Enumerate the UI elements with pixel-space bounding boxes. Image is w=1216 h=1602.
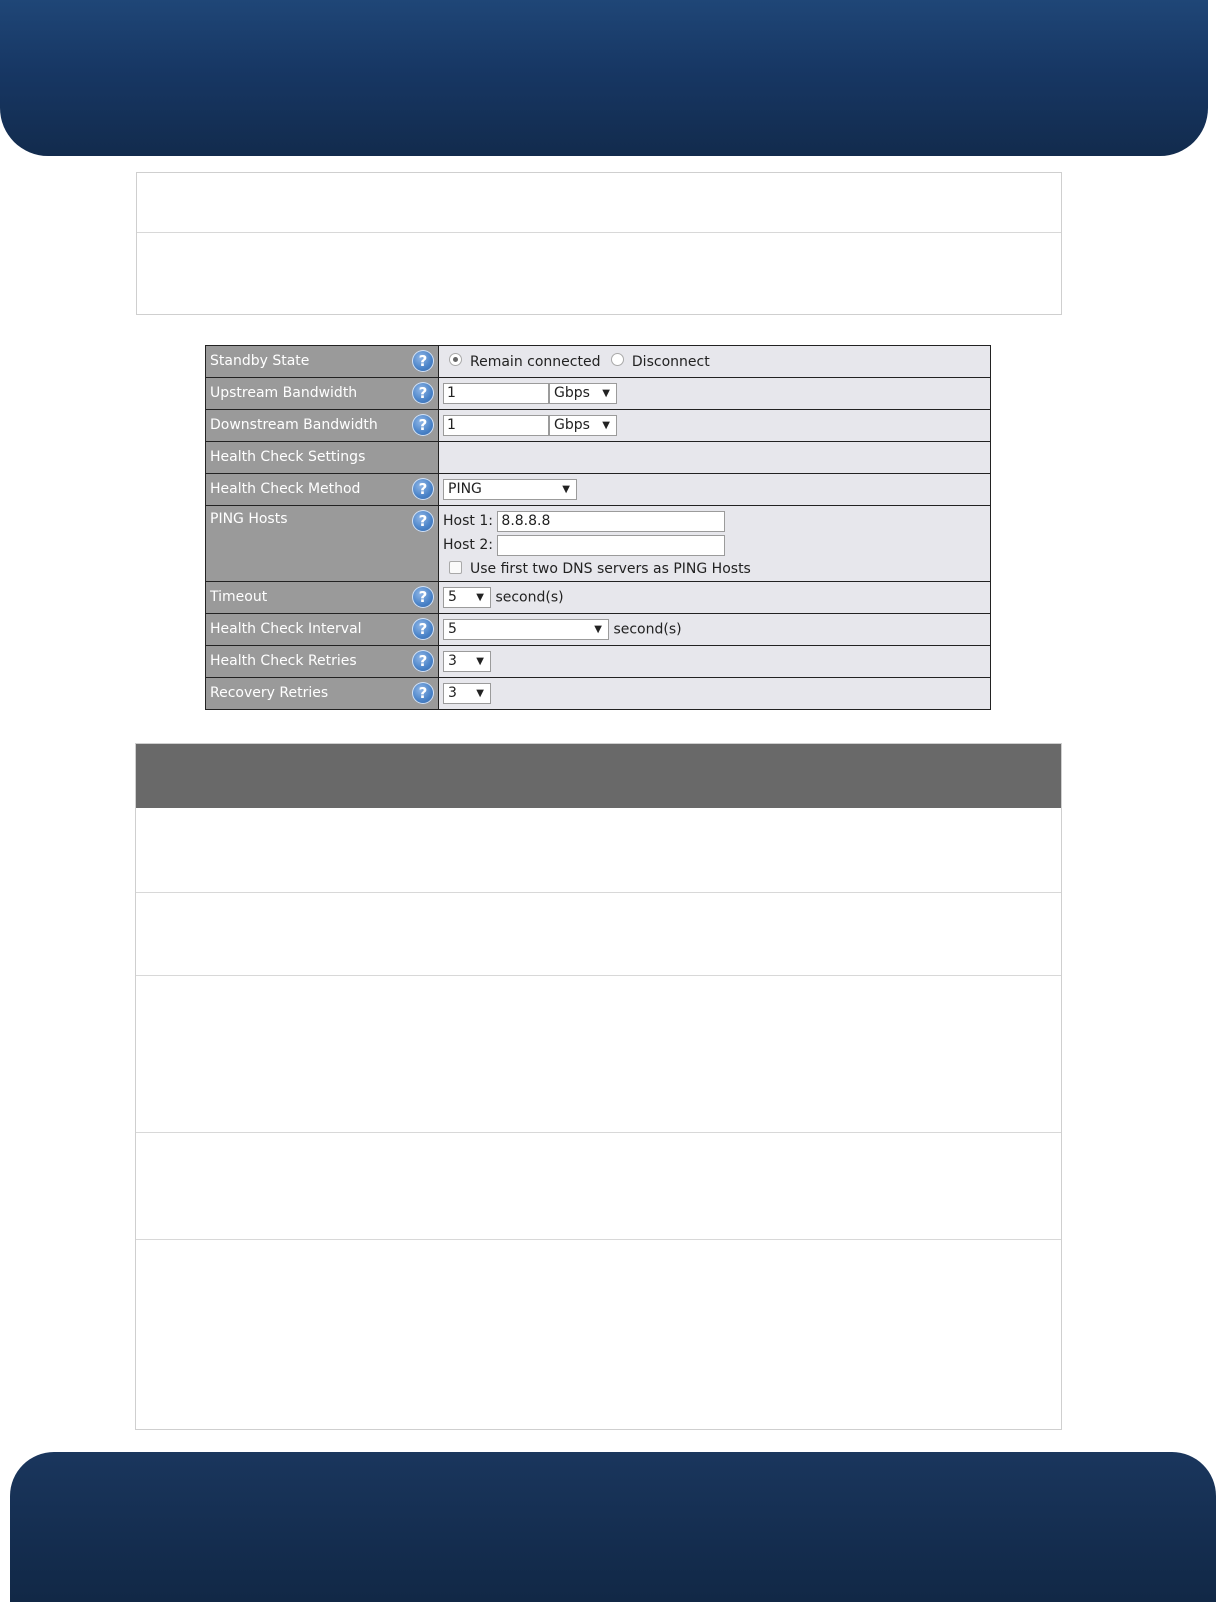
health-check-method-select[interactable] bbox=[443, 479, 577, 500]
ping-hosts-label-cell bbox=[206, 506, 439, 582]
dropdown-arrow-icon: ▼ bbox=[562, 484, 570, 495]
recovery-retries-label: Recovery Retries bbox=[210, 684, 329, 701]
health-check-interval-value: 5 bbox=[448, 621, 457, 637]
top-info-divider bbox=[137, 232, 1061, 233]
ping-hosts-value-cell bbox=[439, 506, 991, 582]
recovery-retries-label-cell bbox=[206, 678, 439, 710]
row-ping-hosts bbox=[206, 506, 991, 582]
help-icon[interactable]: ? bbox=[412, 382, 434, 404]
description-table bbox=[135, 743, 1062, 1430]
health-check-retries-value-cell bbox=[439, 646, 991, 678]
health-check-interval-label-cell bbox=[206, 614, 439, 646]
description-row-divider bbox=[136, 1132, 1061, 1133]
health-check-retries-value: 3 bbox=[448, 653, 457, 669]
timeout-unit: second(s) bbox=[495, 589, 564, 606]
dropdown-arrow-icon: ▼ bbox=[476, 656, 484, 667]
ping-hosts-label: PING Hosts bbox=[210, 511, 288, 527]
timeout-label: Timeout bbox=[210, 588, 268, 605]
row-upstream-bandwidth bbox=[206, 378, 991, 410]
upstream-bandwidth-input[interactable]: 1 bbox=[443, 383, 549, 404]
timeout-value-cell bbox=[439, 582, 991, 614]
downstream-bandwidth-label: Downstream Bandwidth bbox=[210, 416, 378, 433]
health-check-method-value: PING bbox=[448, 481, 482, 497]
description-table-header bbox=[136, 744, 1061, 808]
upstream-bandwidth-label: Upstream Bandwidth bbox=[210, 384, 358, 401]
health-check-interval-unit: second(s) bbox=[613, 621, 682, 638]
row-recovery-retries bbox=[206, 678, 991, 710]
help-icon[interactable]: ? bbox=[412, 682, 434, 704]
dns-servers-label: Use first two DNS servers as PING Hosts bbox=[470, 561, 751, 577]
health-check-interval-label: Health Check Interval bbox=[210, 620, 362, 637]
downstream-bandwidth-input[interactable]: 1 bbox=[443, 415, 549, 436]
help-icon[interactable]: ? bbox=[412, 478, 434, 500]
host2-row bbox=[443, 533, 990, 557]
row-downstream-bandwidth bbox=[206, 410, 991, 442]
help-icon[interactable]: ? bbox=[412, 618, 434, 640]
downstream-bandwidth-value-cell bbox=[439, 410, 991, 442]
row-health-check-settings bbox=[206, 442, 991, 474]
health-check-retries-label: Health Check Retries bbox=[210, 652, 357, 669]
disconnect-label: Disconnect bbox=[631, 353, 710, 370]
standby-state-value-cell bbox=[439, 346, 991, 378]
upstream-unit-value: Gbps bbox=[554, 385, 590, 401]
dropdown-arrow-icon: ▼ bbox=[602, 388, 610, 399]
description-row-divider bbox=[136, 975, 1061, 976]
standby-state-label: Standby State bbox=[210, 352, 310, 369]
dns-checkbox-row bbox=[443, 557, 990, 581]
host2-input[interactable] bbox=[497, 535, 725, 556]
remain-connected-radio[interactable] bbox=[449, 353, 462, 366]
dropdown-arrow-icon: ▼ bbox=[476, 592, 484, 603]
page-footer-band bbox=[10, 1452, 1216, 1602]
health-check-interval-select[interactable] bbox=[443, 619, 609, 640]
downstream-bandwidth-label-cell bbox=[206, 410, 439, 442]
health-check-settings-label-cell bbox=[206, 442, 439, 474]
row-timeout bbox=[206, 582, 991, 614]
row-health-check-retries bbox=[206, 646, 991, 678]
health-check-settings-value-cell bbox=[439, 442, 991, 474]
dropdown-arrow-icon: ▼ bbox=[602, 420, 610, 431]
downstream-unit-select[interactable] bbox=[549, 415, 617, 436]
health-check-interval-value-cell bbox=[439, 614, 991, 646]
timeout-select[interactable] bbox=[443, 587, 491, 608]
health-check-method-label: Health Check Method bbox=[210, 480, 361, 497]
health-check-method-value-cell bbox=[439, 474, 991, 506]
timeout-value: 5 bbox=[448, 589, 457, 605]
timeout-label-cell bbox=[206, 582, 439, 614]
description-row-divider bbox=[136, 892, 1061, 893]
downstream-unit-value: Gbps bbox=[554, 417, 590, 433]
health-check-retries-select[interactable] bbox=[443, 651, 491, 672]
description-row-divider bbox=[136, 1239, 1061, 1240]
top-info-box bbox=[136, 172, 1062, 315]
remain-connected-label: Remain connected bbox=[470, 353, 601, 370]
help-icon[interactable]: ? bbox=[412, 650, 434, 672]
host2-label: Host 2: bbox=[443, 537, 493, 553]
standby-state-label-cell bbox=[206, 346, 439, 378]
help-icon[interactable]: ? bbox=[412, 350, 434, 372]
host1-input[interactable]: 8.8.8.8 bbox=[497, 511, 725, 532]
help-icon[interactable]: ? bbox=[412, 510, 434, 532]
row-standby-state bbox=[206, 346, 991, 378]
row-health-check-method bbox=[206, 474, 991, 506]
upstream-bandwidth-label-cell bbox=[206, 378, 439, 410]
recovery-retries-value: 3 bbox=[448, 685, 457, 701]
help-icon[interactable]: ? bbox=[412, 586, 434, 608]
host1-row bbox=[443, 509, 990, 533]
disconnect-radio[interactable] bbox=[611, 353, 624, 366]
dropdown-arrow-icon: ▼ bbox=[476, 688, 484, 699]
recovery-retries-value-cell bbox=[439, 678, 991, 710]
upstream-bandwidth-value-cell bbox=[439, 378, 991, 410]
recovery-retries-select[interactable] bbox=[443, 683, 491, 704]
health-check-method-label-cell bbox=[206, 474, 439, 506]
help-icon[interactable]: ? bbox=[412, 414, 434, 436]
upstream-unit-select[interactable] bbox=[549, 383, 617, 404]
page-header-band bbox=[0, 0, 1208, 156]
health-check-settings-label: Health Check Settings bbox=[210, 448, 366, 465]
host1-label: Host 1: bbox=[443, 513, 493, 529]
dropdown-arrow-icon: ▼ bbox=[594, 624, 602, 635]
wan-settings-table bbox=[205, 345, 991, 710]
health-check-retries-label-cell bbox=[206, 646, 439, 678]
row-health-check-interval bbox=[206, 614, 991, 646]
dns-servers-checkbox[interactable] bbox=[449, 561, 462, 574]
